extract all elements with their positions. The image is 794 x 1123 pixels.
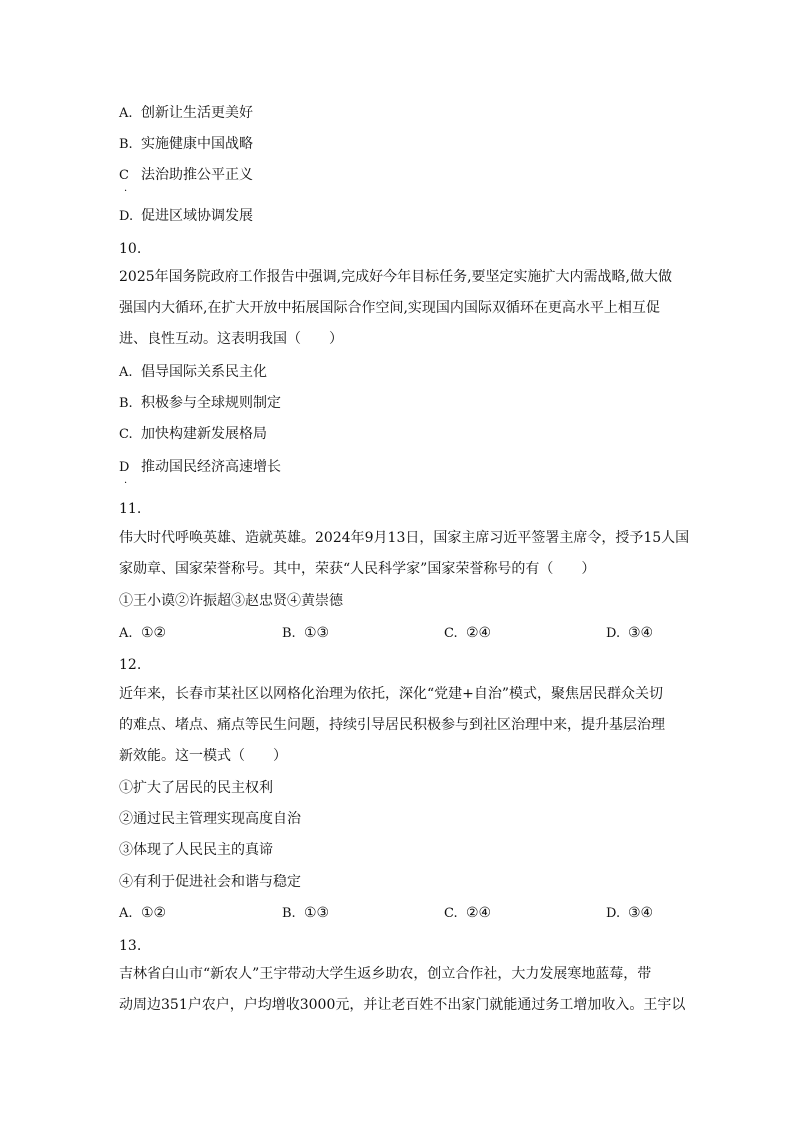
- q9-option-c: [119, 165, 253, 197]
- option-text: ①③: [304, 625, 330, 641]
- option-letter: A.: [119, 106, 133, 121]
- q12-statement-2: ②通过民主管理实现高度自治: [119, 811, 301, 827]
- q9-option-a: [119, 103, 253, 124]
- q12-number: 12.: [119, 657, 142, 673]
- q10-option-d: [119, 457, 281, 489]
- q10-option-b: [119, 393, 281, 414]
- q10-number: 10.: [119, 241, 142, 257]
- option-text: ③④: [628, 905, 654, 921]
- q11-stem-line-2: 家勋章、国家荣誉称号。其中，荣获“人民科学家”国家荣誉称号的有（ ）: [119, 561, 596, 577]
- q12-stem-line-2: 的难点、堵点、痛点等民生问题，持续引导居民积极参与到社区治理中来，提升基层治理: [119, 717, 665, 733]
- option-letter: C.: [444, 906, 458, 921]
- option-text: ②④: [466, 625, 492, 641]
- option-letter: B.: [282, 626, 296, 641]
- q13-stem-line-2: 动周边351户农户，户均增收3000元，并让老百姓不出家门就能通过务工增加收入。王宇以: [119, 997, 686, 1013]
- option-text: 创新让生活更美好: [141, 105, 253, 121]
- q9-option-d: [119, 206, 253, 227]
- q10-option-a: [119, 362, 267, 383]
- option-letter: D ·: [119, 460, 130, 489]
- option-text: 积极参与全球规则制定: [141, 395, 281, 411]
- q12-option-c: [444, 903, 491, 924]
- option-letter: D.: [119, 209, 134, 224]
- option-letter: D.: [606, 906, 621, 921]
- option-text: 法治助推公平正义: [141, 167, 253, 183]
- option-letter: C.: [119, 427, 133, 442]
- option-letter: B.: [119, 137, 133, 152]
- q11-option-c: [444, 623, 491, 644]
- option-letter: B.: [282, 906, 296, 921]
- q10-stem-line-2: 强国内大循环,在扩大开放中拓展国际合作空间,实现国内国际双循环在更高水平上相互促: [119, 300, 660, 316]
- option-letter: B.: [119, 396, 133, 411]
- q9-option-b: [119, 134, 253, 155]
- q13-number: 13.: [119, 938, 142, 954]
- option-text: ①③: [304, 905, 330, 921]
- emphasis-dot: ·: [124, 478, 128, 489]
- option-text: 倡导国际关系民主化: [141, 364, 267, 380]
- q12-statement-3: ③体现了人民民主的真谛: [119, 842, 273, 858]
- q11-option-d: [606, 623, 653, 644]
- option-text: 加快构建新发展格局: [141, 426, 267, 442]
- option-text: ③④: [628, 625, 654, 641]
- option-text: 促进区域协调发展: [141, 208, 253, 224]
- option-text: ②④: [466, 905, 492, 921]
- q10-option-c: [119, 424, 267, 445]
- q12-option-a: [119, 903, 166, 924]
- option-text: ①②: [141, 625, 167, 641]
- q12-statement-1: ①扩大了居民的民主权利: [119, 780, 273, 796]
- option-letter: C ·: [119, 168, 129, 197]
- q12-option-b: [282, 903, 329, 924]
- q12-statement-4: ④有利于促进社会和谐与稳定: [119, 874, 301, 890]
- option-text: 实施健康中国战略: [141, 136, 253, 152]
- option-letter: A.: [119, 906, 133, 921]
- q11-stem-line-3: ①王小谟②许振超③赵忠贤④黄崇德: [119, 593, 343, 609]
- option-text: 推动国民经济高速增长: [141, 459, 281, 475]
- q10-stem-line-1: 2025年国务院政府工作报告中强调,完成好今年目标任务,要坚定实施扩大内需战略,做大做: [119, 269, 672, 285]
- q11-option-b: [282, 623, 329, 644]
- option-text: ①②: [141, 905, 167, 921]
- option-letter: C.: [444, 626, 458, 641]
- q10-stem-line-3: 进、良性互动。这表明我国（ ）: [119, 331, 343, 347]
- q11-option-a: [119, 623, 166, 644]
- q12-stem-line-1: 近年来，长春市某社区以网格化治理为依托，深化“党建+自治”模式，聚焦居民群众关切: [119, 686, 664, 702]
- q11-number: 11.: [119, 501, 142, 517]
- q13-stem-line-1: 吉林省白山市“新农人”王宇带动大学生返乡助农，创立合作社，大力发展寒地蓝莓，带: [119, 966, 652, 982]
- q12-stem-line-3: 新效能。这一模式（ ）: [119, 748, 287, 764]
- option-letter: A.: [119, 626, 133, 641]
- option-letter: A.: [119, 365, 133, 380]
- option-letter: D.: [606, 626, 621, 641]
- q12-option-d: [606, 903, 653, 924]
- emphasis-dot: ·: [124, 186, 128, 197]
- q11-stem-line-1: 伟大时代呼唤英雄、造就英雄。2024年9月13日，国家主席习近平签署主席令，授予15人国: [119, 530, 690, 546]
